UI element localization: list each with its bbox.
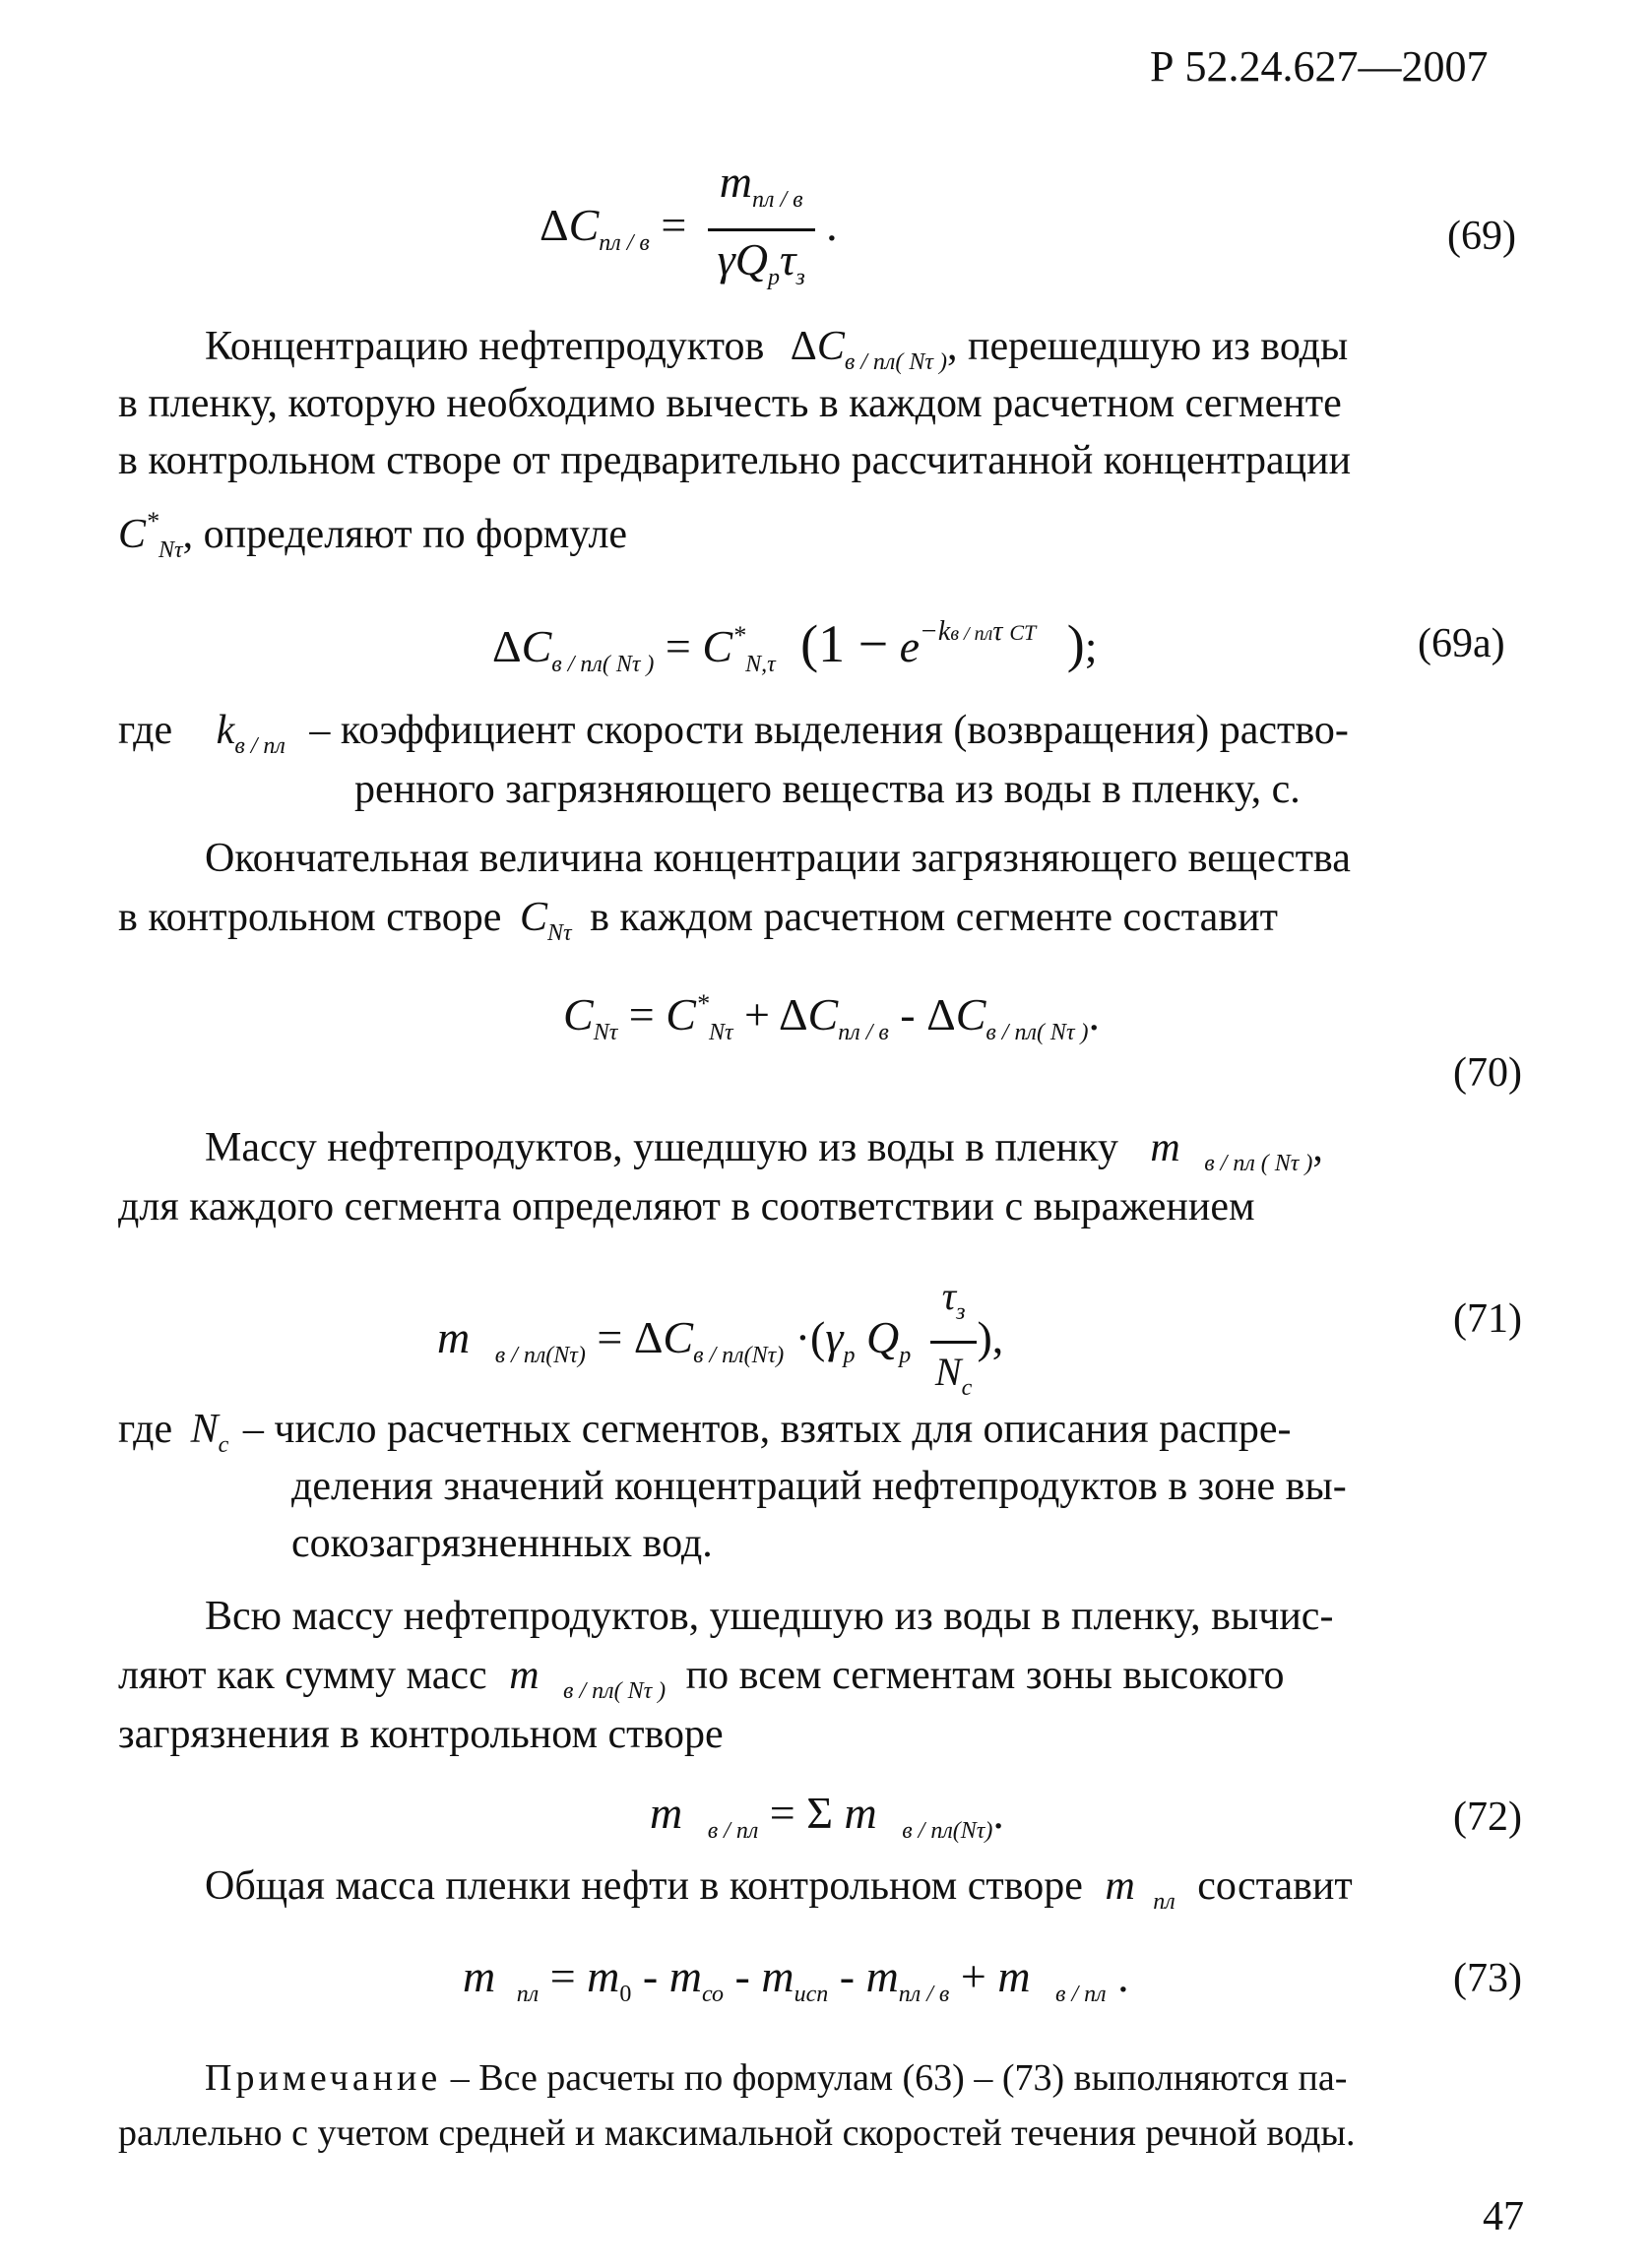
equation-73: m $_{пл} = m_0 - m_{со} - m_{исп} - m_{пл / в} + m$ $_{в / пл}$ . <box>463 1951 1129 2007</box>
definition-2-line-3: сокозагрязненнных вод. <box>291 1521 713 1566</box>
equation-72-number: (72) <box>1453 1795 1522 1840</box>
equation-69a: $\Delta C_{в / пл( N\tau )} = C^*_{N,\tau}$ ($1 - e^{-kв / пл\tau CT}$ ); <box>492 614 1098 677</box>
note-line-1: Примечание – Все расчеты по формулам (63) – (73) выполняются па- <box>205 2057 1348 2099</box>
page-number: 47 <box>1483 2194 1524 2239</box>
paragraph-4-line-3: загрязнения в контрольном створе <box>118 1712 724 1757</box>
equation-72: m $_{в / пл}$ = Σ m $_{в / пл(N\tau)}$. <box>650 1788 1004 1844</box>
equation-71-number: (71) <box>1453 1296 1522 1342</box>
paragraph-3-line-1: Массу нефтепродуктов, ушедшую из воды в пленку m $_{в / пл ( N\tau )}$, <box>205 1125 1323 1176</box>
paragraph-1-line-3: в контрольном створе от предварительно рассчитанной концентрации <box>118 438 1352 483</box>
equation-70: $C_{N\tau} = C^*_{N\tau} + \Delta C_{пл / в} - \Delta C_{в / пл( N\tau )}$. <box>563 989 1101 1045</box>
document-code: Р 52.24.627—2007 <box>1150 42 1489 91</box>
definition-1-line-1: где $k_{в / пл}$ – коэффициент скорости выделения (возвращения) раство- <box>118 708 1349 759</box>
paragraph-2-line-1: Окончательная величина концентрации загрязняющего вещества <box>205 836 1351 881</box>
definition-2-line-1: где $N_с$ – число расчетных сегментов, взятых для описания распре- <box>118 1407 1292 1458</box>
note-line-2: раллельно с учетом средней и максимальной скоростей течения речной воды. <box>118 2112 1356 2154</box>
equation-71: m $_{в / пл(N\tau)} = \Delta C_{в / пл(N\tau)} \cdot(\gamma_р$ $Q_р$ $\frac{\tau_з}{N_с}$ ), <box>437 1270 1003 1415</box>
equation-70-number: (70) <box>1453 1050 1522 1096</box>
paragraph-4-line-2: ляют как сумму масс m $_{в / пл( N\tau )}$ по всем сегментам зоны высокого <box>118 1653 1285 1704</box>
paragraph-4-line-1: Всю массу нефтепродуктов, ушедшую из воды в пленку, вычис- <box>205 1594 1334 1639</box>
equation-69a-number: (69а) <box>1418 621 1505 666</box>
paragraph-1-line-2: в пленку, которую необходимо вычесть в каждом расчетном сегменте <box>118 381 1342 426</box>
definition-1-line-2: ренного загрязняющего вещества из воды в пленку, с. <box>354 767 1301 812</box>
paragraph-1-line-1: Концентрацию нефтепродуктов $\Delta C_{в / пл( N\tau )}$, перешедшую из воды <box>205 324 1349 375</box>
paragraph-3-line-2: для каждого сегмента определяют в соответствии с выражением <box>118 1184 1255 1229</box>
paragraph-5-line-1: Общая масса пленки нефти в контрольном створе m $_{пл}$ составит <box>205 1863 1353 1915</box>
paragraph-2-line-2: в контрольном створе $C_{N\tau}$ в каждом расчетном сегменте составит <box>118 895 1278 946</box>
definition-2-line-2: деления значений концентраций нефтепродуктов в зоне вы- <box>291 1464 1347 1509</box>
equation-73-number: (73) <box>1453 1956 1522 2001</box>
equation-69: $\Delta C_{пл / в}$ = $\frac{m_{пл / в}}{\gamma Q_p\tau_з}$ . <box>540 157 838 290</box>
paragraph-1-line-4: $C^*_{N\tau}$, определяют по формуле <box>118 507 628 563</box>
equation-69-number: (69) <box>1447 214 1516 259</box>
